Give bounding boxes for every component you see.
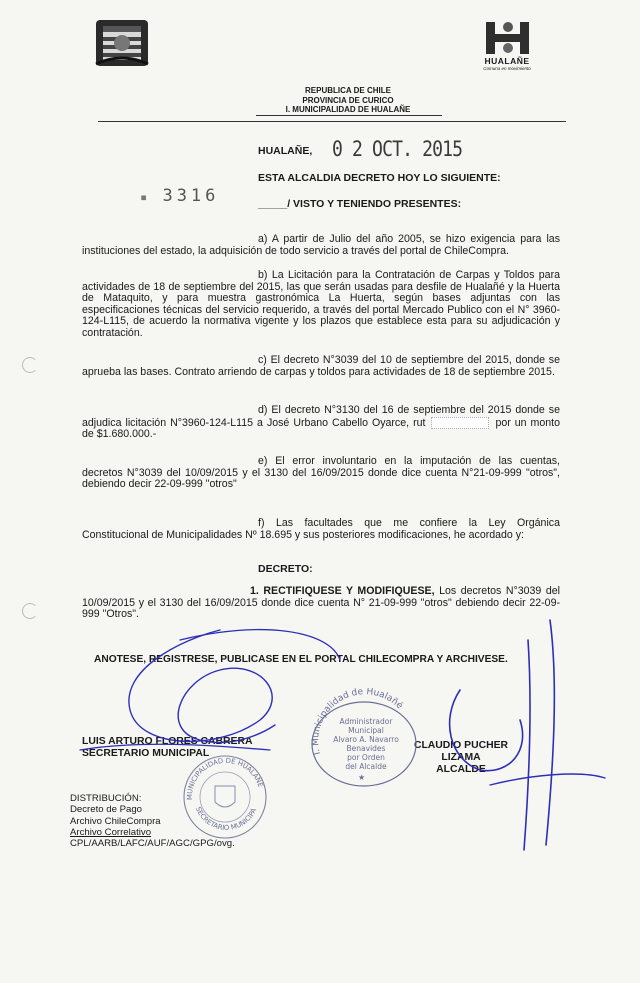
- mayor-signature-stroke-2: [546, 620, 554, 845]
- distribution-initials: CPL/AARB/LAFC/AUF/AGC/GPG/ovg.: [70, 838, 235, 850]
- resolution-body: Los decretos N°3039 del 10/09/2015 y el 3130 del 16/09/2015 donde dice cuenta N° 21-09-999 "otros" debiendo decir 22-09-999 "Otros".: [82, 585, 560, 621]
- dateline-place: HUALAÑE,: [258, 145, 313, 157]
- decree-number-stamp: [140, 186, 219, 206]
- mayor-name: CLAUDIO PUCHER LIZAMA: [413, 740, 509, 763]
- coat-of-arms-logo: [94, 18, 150, 68]
- date-stamp: 0 2 OCT. 2015: [332, 137, 463, 161]
- secretary-stamp-ring-top: MUNICIPALIDAD DE HUALAÑE: [185, 756, 265, 801]
- paragraph-f: f) Las facultades que me confiere la Ley Orgánica Constitucional de Municipalidades Nº 18.695 y sus posteriores modificaciones, he acordado y:: [82, 517, 560, 541]
- admin-stamp-star-icon: ★: [358, 773, 366, 782]
- admin-stamp-ring: I. Municipalidad de Hualañé: [311, 688, 405, 756]
- logo-tagline: Comuna en movimiento: [483, 66, 531, 71]
- secretary-stamp-ring-bottom: SECRETARIO MUNICIPA: [194, 805, 259, 832]
- paragraph-d-start: d) El decreto N°3130 del 16 de septiembre del 2015 donde se adjudica licitación N°3960-124-L115 a José Urbano Cabello Oyarce, rut: [82, 404, 560, 429]
- distribution-item: Archivo Correlativo: [70, 826, 152, 838]
- header-line-municipality: I. MUNICIPALIDAD DE HUALAÑE: [285, 105, 411, 114]
- paragraph-e: e) El error involuntario en la imputación de las cuentas, decretos N°3039 del 10/09/2015 y el 3130 del 16/09/2015 donde dice cuenta N°21-09-999 "otros", debiendo decir 22-09-999 "otros": [82, 455, 560, 491]
- logo-brand-text: HUALAÑE: [484, 56, 530, 66]
- header-line-country: REPUBLICA DE CHILE: [305, 86, 391, 95]
- admin-stamp-line-6: del Alcalde: [345, 762, 387, 771]
- distribution-block: [70, 793, 235, 849]
- closing-formula: ANOTESE, REGISTRESE, PUBLICASE EN EL PORTAL CHILECOMPRA Y ARCHIVESE.: [94, 654, 508, 665]
- decreto-title: DECRETO:: [258, 563, 313, 575]
- secretary-signature-stroke: [80, 744, 270, 750]
- paragraph-a: a) A partir de Julio del año 2005, se hizo exigencia para las instituciones del estado, la adquisición de todo servicio a través del portal de ChileCompra.: [82, 233, 560, 257]
- secretary-name: LUIS ARTURO FLORES CABRERA: [82, 736, 253, 747]
- resolution-label: 1. RECTIFIQUESE Y MODIFIQUESE,: [250, 585, 435, 597]
- mayor-signature-underline: [490, 774, 605, 785]
- paragraph-d-end: por un monto de $1.680.000.-: [82, 416, 560, 440]
- punch-hole-bottom: [22, 603, 38, 619]
- mayor-title: ALCALDE: [436, 764, 486, 775]
- admin-stamp-line-5: por Orden: [347, 753, 385, 762]
- header-underline: [256, 115, 442, 116]
- admin-stamp-line-2: Municipal: [348, 726, 384, 735]
- admin-stamp-line-4: Benavides: [346, 744, 386, 753]
- paragraph-b: b) La Licitación para la Contratación de Carpas y Toldos para actividades de 18 de septiembre del 2015, las que serán usadas para desfile de Hualañé y la Huerta de Mataquito, y para muestra gastronómica La Huerta, según bases adjuntas con las especificaciones técnicas del servicio requerido, a través del portal Mercado Publico con el N° 3960-124-L115, de acuerdo la normativa vigente y los plazos que establece esta para su adjudicación y contratación.: [82, 269, 560, 339]
- header-line-province: PROVINCIA DE CURICO: [302, 95, 394, 105]
- header-divider: [98, 121, 566, 122]
- admin-stamp-line-3: Alvaro A. Navarro: [333, 735, 399, 744]
- number-stamp-mark: ▪: [140, 190, 163, 204]
- punch-hole-top: [22, 357, 38, 373]
- decree-number: 3316: [162, 186, 220, 206]
- mayor-signature-loop: [450, 690, 523, 771]
- redacted-rut: [431, 417, 489, 429]
- distribution-item: Archivo ChileCompra: [70, 815, 161, 827]
- distribution-title: DISTRIBUCIÓN:: [70, 793, 142, 804]
- secretary-title: SECRETARIO MUNICIPAL: [82, 748, 210, 759]
- decree-intro: ESTA ALCALDIA DECRETO HOY LO SIGUIENTE:: [258, 172, 501, 184]
- admin-stamp-line-1: Administrador: [339, 717, 393, 726]
- distribution-item: Decreto de Pago: [70, 804, 142, 816]
- mayor-signature-stroke-1: [524, 640, 530, 850]
- paragraph-c: c) El decreto N°3039 del 10 de septiembre del 2015, donde se aprueba las bases. Contrato arriendo de carpas y toldos para actividades de 18 de septiembre 2015.: [82, 354, 560, 378]
- visto-heading: _____/ VISTO Y TENIENDO PRESENTES:: [258, 198, 462, 210]
- secretary-signature-tail: [180, 630, 340, 660]
- paragraph-d: [82, 405, 560, 441]
- secretary-signature-loop: [129, 630, 275, 742]
- institution-header: [250, 86, 446, 115]
- hualane-logo-mark: [482, 20, 534, 56]
